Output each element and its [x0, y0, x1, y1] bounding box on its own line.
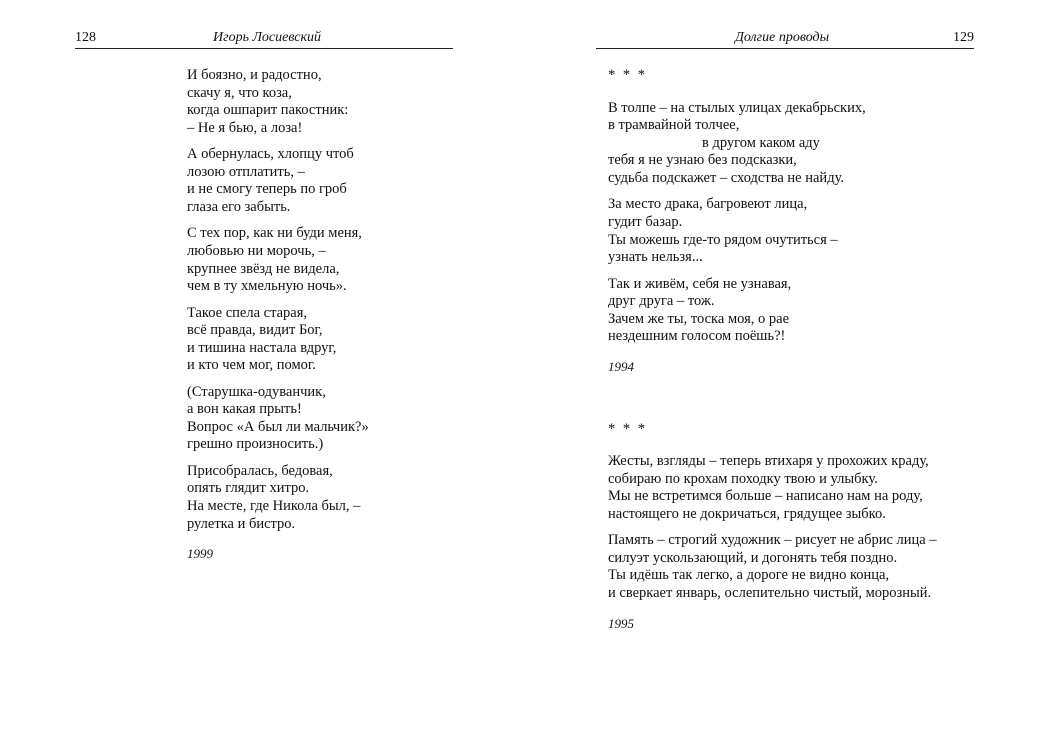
- stanza: [187, 384, 487, 454]
- stanza: [608, 100, 988, 188]
- poem-date: 1994: [608, 358, 634, 374]
- verse-line: собираю по крохам походку твою и улыбку.: [608, 470, 878, 487]
- verse-line: и кто чем мог, помог.: [187, 357, 316, 374]
- asterism-divider: * * *: [608, 67, 647, 83]
- left-page-header: [75, 29, 453, 49]
- right-page: [526, 0, 1053, 744]
- verse-line: Ты идёшь так легко, а дороге не видно конца,: [608, 567, 890, 584]
- verse-line: Вопрос «А был ли мальчик?»: [187, 418, 369, 435]
- verse-line: силуэт ускользающий, и догонять тебя поздно.: [608, 549, 898, 566]
- stanza: [187, 225, 487, 295]
- stanza: [187, 146, 487, 216]
- poem-1: [608, 67, 988, 376]
- verse-line: гудит базар.: [608, 213, 683, 230]
- verse-line: Так и живём, себя не узнавая,: [608, 275, 792, 292]
- verse-line: Мы не встретимся больше – написано нам на роду,: [608, 488, 923, 505]
- poem-date: 1999: [187, 546, 213, 562]
- stanza: [187, 305, 487, 375]
- verse-line: а вон какая прыть!: [187, 401, 302, 418]
- verse-line: скачу я, что коза,: [187, 84, 292, 101]
- verse-line: Присобралась, бедовая,: [187, 462, 333, 479]
- verse-line: крупнее звёзд не видела,: [187, 260, 340, 277]
- running-title: Долгие проводы: [735, 30, 830, 45]
- poems-text: [608, 67, 988, 632]
- verse-line: лозою отплатить, –: [187, 163, 305, 180]
- verse-line: За место драка, багровеют лица,: [608, 196, 808, 213]
- poem-date: 1995: [608, 615, 634, 631]
- stanza: [608, 196, 988, 266]
- verse-line: любовью ни морочь, –: [187, 242, 326, 259]
- verse-line: в другом каком аду: [702, 134, 820, 151]
- verse-line: опять глядит хитро.: [187, 480, 310, 497]
- verse-line: и сверкает январь, ослепительно чистый, морозный.: [608, 585, 932, 602]
- stanza: [187, 67, 487, 137]
- verse-line: Память – строгий художник – рисует не абрис лица –: [608, 532, 937, 549]
- verse-line: друг друга – тож.: [608, 293, 715, 310]
- verse-line: С тех пор, как ни буди меня,: [187, 225, 362, 242]
- verse-line: Такое спела старая,: [187, 304, 308, 321]
- verse-line: грешно произносить.): [187, 436, 324, 453]
- verse-line: судьба подскажет – сходства не найду.: [608, 169, 844, 186]
- verse-line: (Старушка-одуванчик,: [187, 383, 326, 400]
- verse-line: чем в ту хмельную ночь».: [187, 278, 347, 295]
- verse-line: настоящего не докричаться, грядущее зыбко.: [608, 505, 886, 522]
- left-page: [0, 0, 526, 744]
- stanza: [608, 532, 988, 602]
- verse-line: Ты можешь где-то рядом очутиться –: [608, 231, 838, 248]
- verse-line: А обернулась, хлопцу чтоб: [187, 146, 354, 163]
- poem-2: [608, 421, 988, 633]
- page-number: 128: [75, 30, 96, 45]
- verse-line: Жесты, взгляды – теперь втихаря у прохожих краду,: [608, 453, 929, 470]
- right-page-header: [596, 29, 974, 49]
- page-number: 129: [953, 30, 974, 45]
- verse-line: На месте, где Никола был, –: [187, 498, 361, 515]
- verse-line: и не смогу теперь по гроб: [187, 181, 347, 198]
- verse-line: глаза его забыть.: [187, 198, 291, 215]
- stanza: [608, 276, 988, 346]
- verse-line: и тишина настала вдруг,: [187, 339, 337, 356]
- asterism-divider: * * *: [608, 420, 647, 437]
- verse-line: когда ошпарит пакостник:: [187, 102, 349, 119]
- verse-line: рулетка и бистро.: [187, 515, 296, 532]
- verse-line: В толпе – на стылых улицах декабрьских,: [608, 99, 866, 116]
- verse-line: нездешним голосом поёшь?!: [608, 328, 786, 345]
- verse-line: – Не я бью, а лоза!: [187, 119, 303, 136]
- verse-line: в трамвайной толчее,: [608, 117, 740, 134]
- poem-text: [187, 67, 487, 563]
- verse-line: Зачем же ты, тоска моя, о рае: [608, 310, 790, 327]
- verse-line: И боязно, и радостно,: [187, 67, 322, 83]
- verse-line: тебя я не узнаю без подсказки,: [608, 152, 797, 169]
- running-title: Игорь Лосиевский: [213, 30, 322, 45]
- stanza: [608, 453, 988, 523]
- verse-line: всё правда, видит Бог,: [187, 322, 323, 339]
- stanza: [187, 463, 487, 533]
- verse-line: узнать нельзя...: [608, 249, 703, 266]
